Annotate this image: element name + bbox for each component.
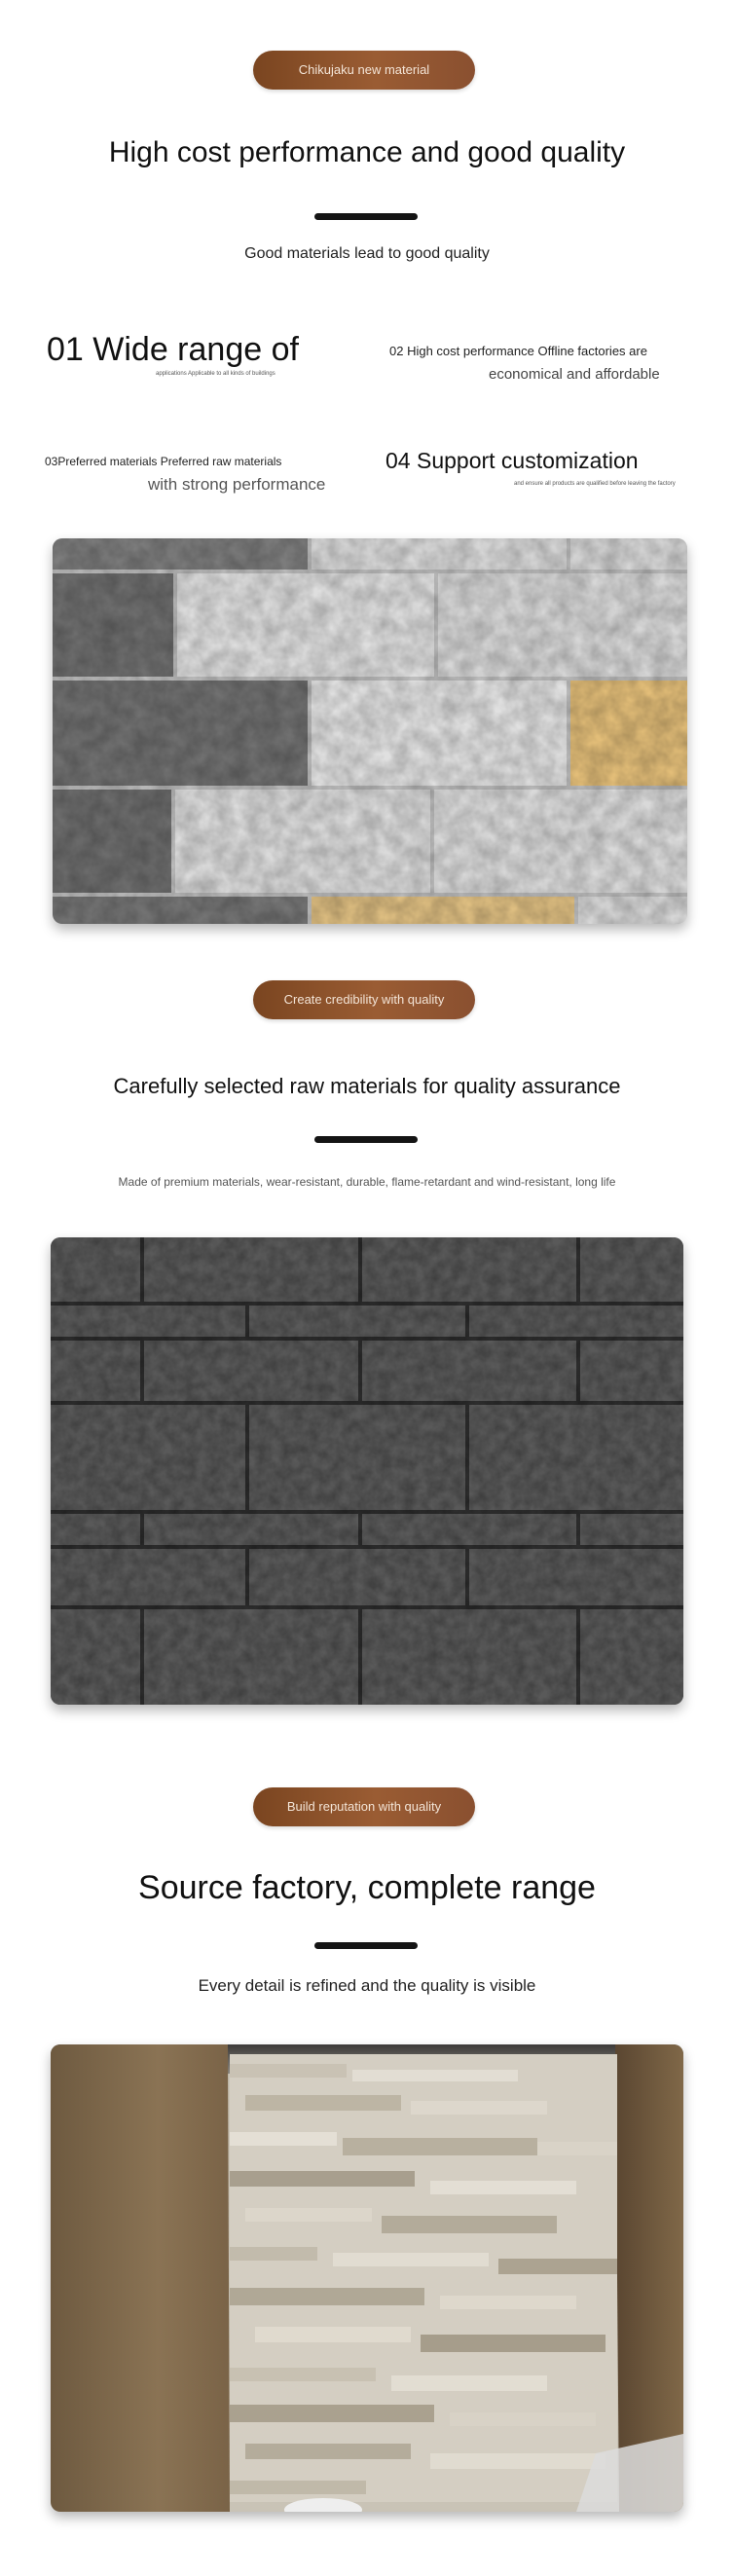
- section2-divider: [314, 1136, 418, 1143]
- feature-01-note: applications Applicable to all kinds of buildings: [156, 371, 275, 377]
- section3-title: Source factory, complete range: [138, 1869, 596, 1906]
- section1-title: High cost performance and good quality: [108, 136, 626, 168]
- feature-01-title: 01 Wide range of: [47, 331, 299, 368]
- feature-02-line1: 02 High cost performance Offline factories are: [389, 344, 647, 358]
- feature-02-line2: economical and affordable: [489, 366, 660, 383]
- section3-subtitle: Every detail is refined and the quality is visible: [198, 1976, 536, 1995]
- interior-wall-illustration: [51, 2044, 683, 2512]
- section3-divider: [314, 1942, 418, 1949]
- interior-wall-image: [51, 2044, 683, 2512]
- tile-wall-image: [53, 538, 687, 924]
- tile-wall-illustration: [53, 538, 687, 924]
- section1-subtitle: Good materials lead to good quality: [244, 245, 490, 262]
- section2-title: Carefully selected raw materials for quality assurance: [113, 1074, 621, 1098]
- badge-new-material: Chikujaku new material: [253, 51, 475, 90]
- feature-03-line2: with strong performance: [148, 475, 326, 494]
- badge-credibility: Create credibility with quality: [253, 980, 475, 1019]
- section1-divider: [314, 213, 418, 220]
- stone-wall-image: [51, 1237, 683, 1705]
- feature-03-line1: 03Preferred materials Preferred raw materials: [45, 455, 282, 468]
- stone-wall-illustration: [51, 1237, 683, 1705]
- feature-04-title: 04 Support customization: [385, 448, 639, 473]
- section2-subtitle: Made of premium materials, wear-resistant, durable, flame-retardant and wind-resistant, long life: [118, 1175, 616, 1189]
- badge-reputation: Build reputation with quality: [253, 1787, 475, 1826]
- feature-04-note: and ensure all products are qualified before leaving the factory: [514, 481, 676, 487]
